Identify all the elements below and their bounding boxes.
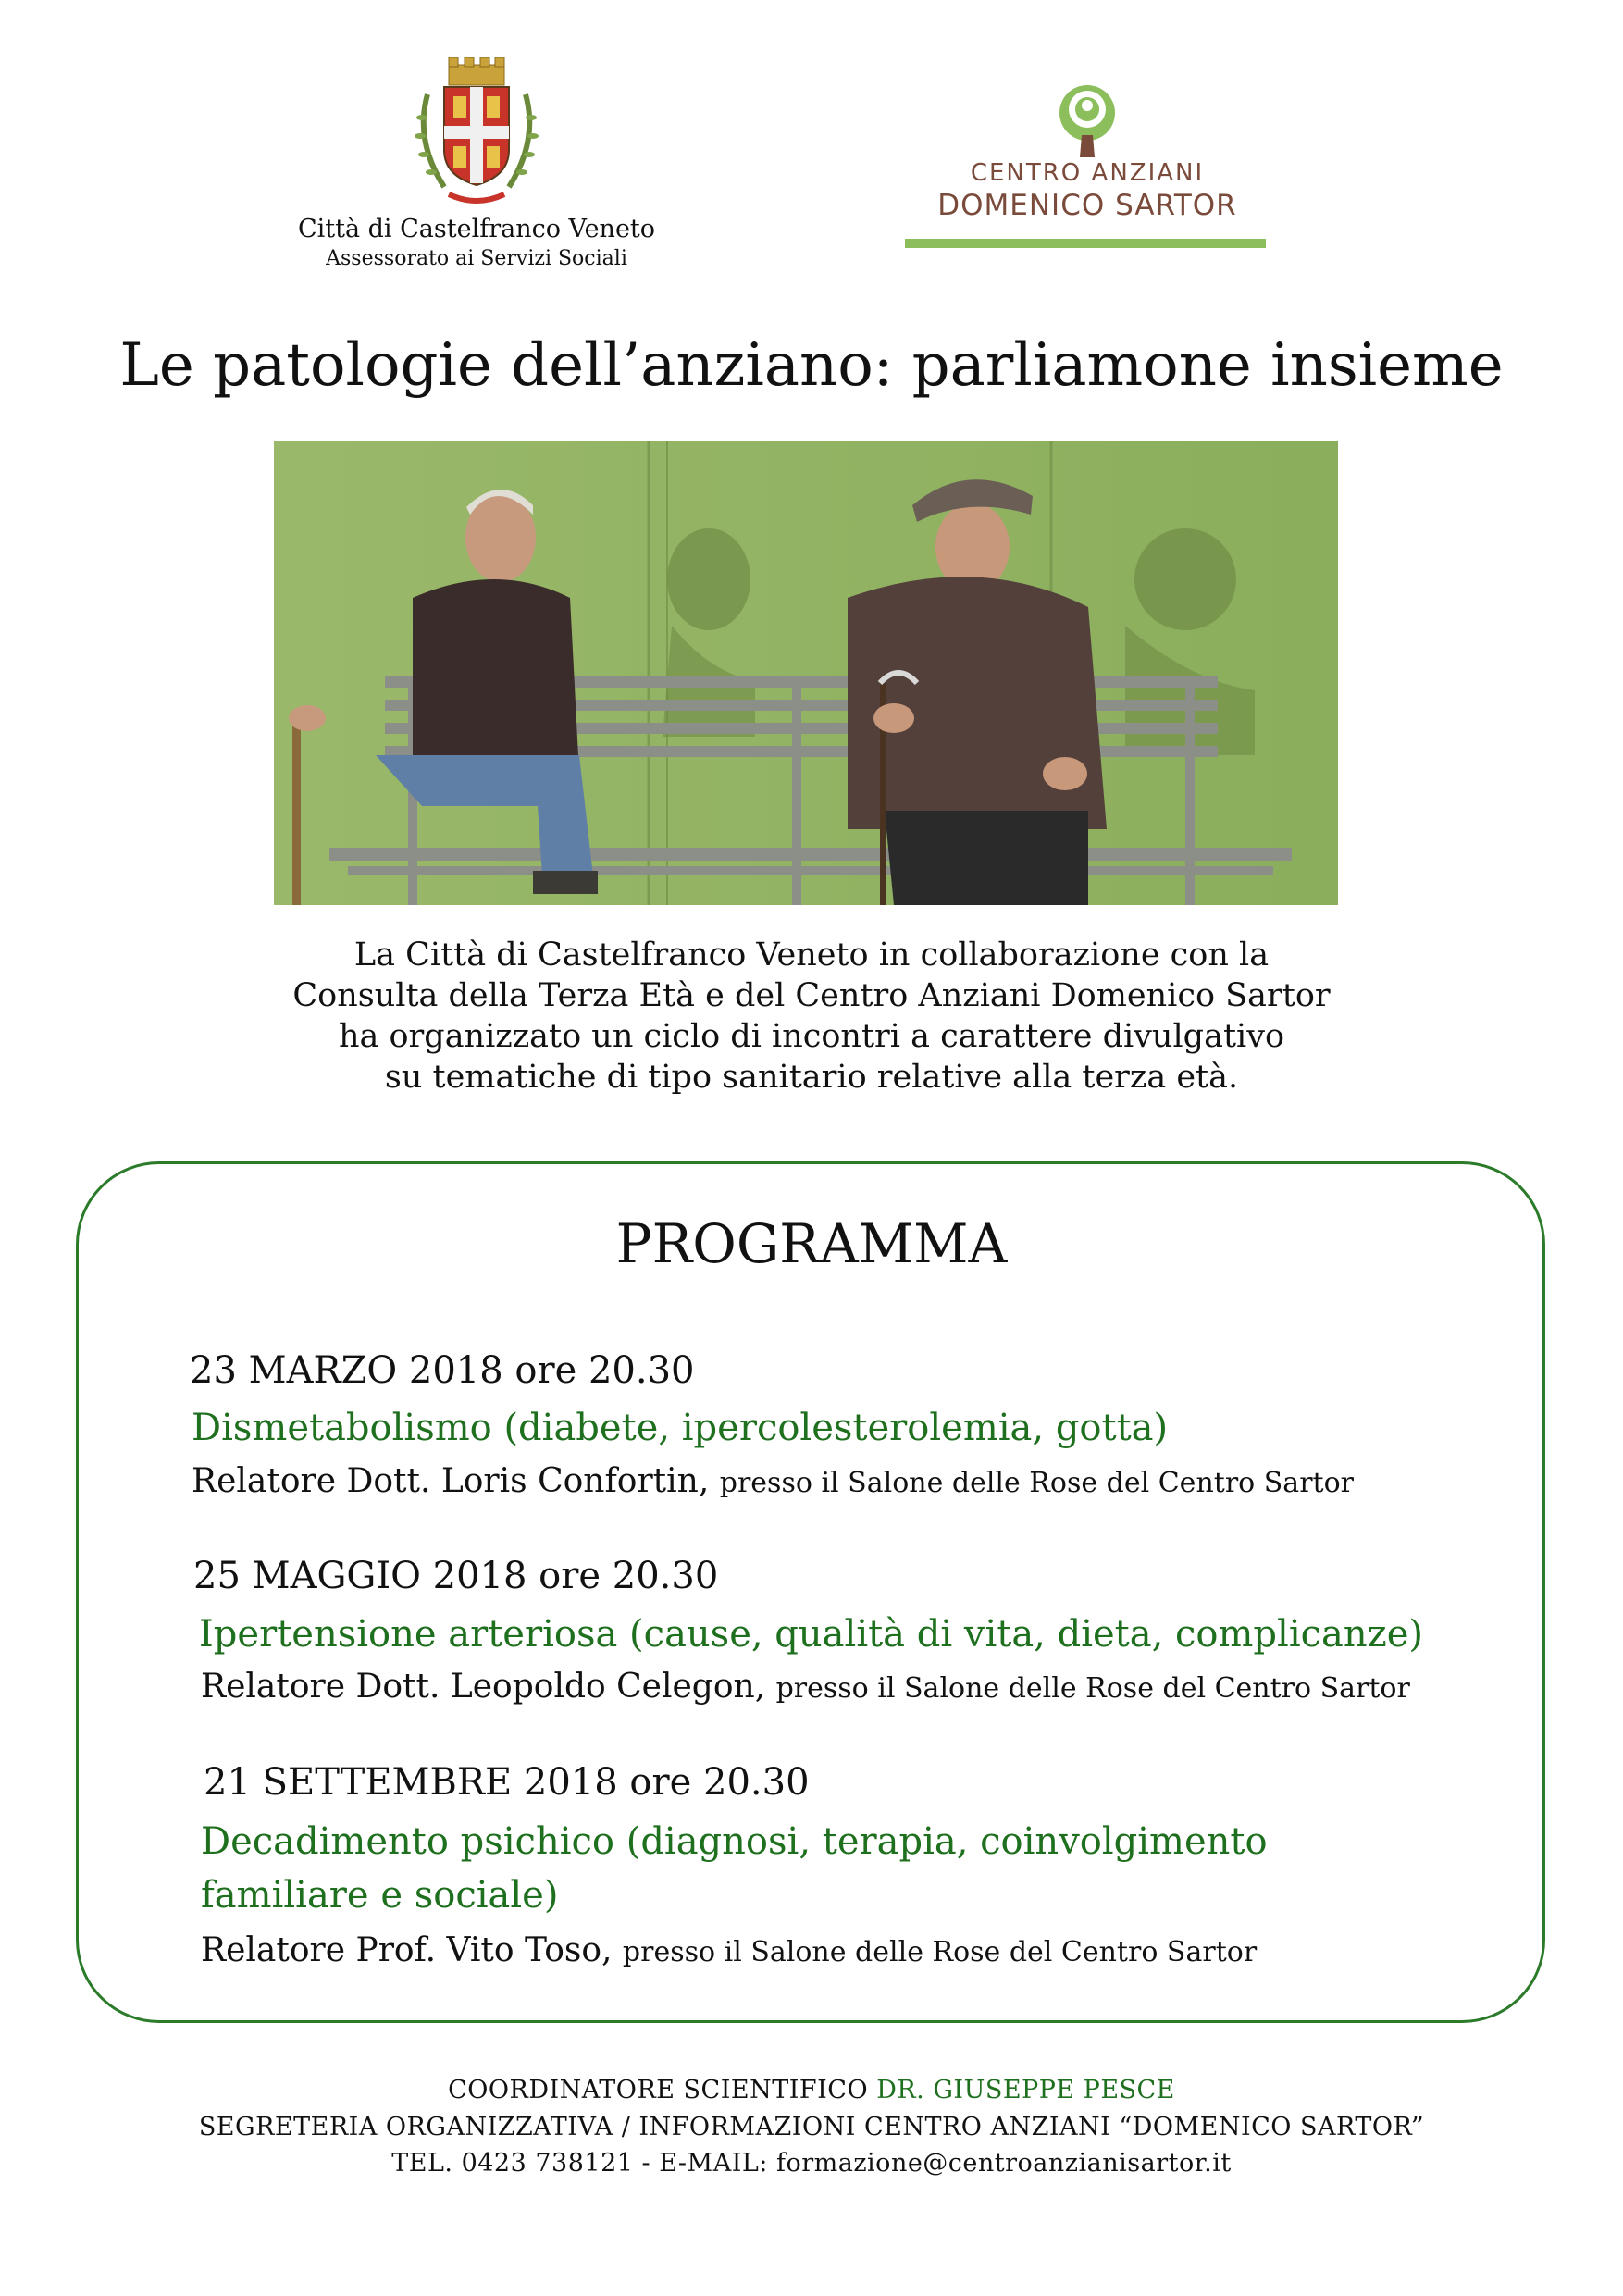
event-speaker [192, 1462, 1354, 1500]
event-date: 25 MAGGIO 2018 ore 20.30 [193, 1555, 719, 1597]
castelfranco-crest-logo [407, 57, 546, 215]
intro-line: La Città di Castelfranco Veneto in collaborazione con la [353, 937, 1270, 974]
footer-coordinator [0, 2076, 1623, 2104]
centro-anziani-tree-logo [1046, 81, 1129, 165]
photo-elderly-men-on-bench [274, 441, 1338, 905]
coordinator-label: COORDINATORE SCIENTIFICO [448, 2076, 869, 2104]
event-topic: Dismetabolismo (diabete, ipercolesterolemia, gotta) [192, 1407, 1169, 1449]
program-title: PROGRAMMA [615, 1212, 1008, 1275]
footer-contact: TEL. 0423 738121 - E-MAIL: formazione@centroanzianisartor.it [391, 2149, 1232, 2178]
page-title: Le patologie dell’anziano: parliamone insieme [119, 331, 1504, 400]
event-topic: familiare e sociale) [201, 1874, 559, 1917]
coordinator-name: DR. GIUSEPPE PESCE [876, 2076, 1175, 2104]
event-date: 23 MARZO 2018 ore 20.30 [190, 1349, 695, 1392]
event-location: presso il Salone delle Rose del Centro Sartor [775, 1672, 1410, 1705]
centro-logo-line2: DOMENICO SARTOR [937, 189, 1237, 222]
intro-paragraph [204, 935, 1419, 1098]
event-speaker-name: Relatore Dott. Loris Confortin, [192, 1462, 710, 1500]
event-speaker [201, 1931, 1257, 1969]
event-location: presso il Salone delle Rose del Centro Sartor [719, 1467, 1354, 1499]
event-speaker-name: Relatore Dott. Leopoldo Celegon, [201, 1668, 766, 1706]
event-topic: Decadimento psichico (diagnosi, terapia, coinvolgimento [201, 1820, 1268, 1863]
event-date: 21 SETTEMBRE 2018 ore 20.30 [204, 1761, 810, 1804]
centro-logo-line1: CENTRO ANZIANI [970, 159, 1205, 187]
event-topic: Ipertensione arteriosa (cause, qualità di vita, dieta, complicanze) [199, 1613, 1423, 1656]
city-name: Città di Castelfranco Veneto [297, 215, 656, 243]
event-speaker [201, 1668, 1410, 1706]
centro-logo-bar [905, 239, 1266, 248]
intro-line: ha organizzato un ciclo di incontri a carattere divulgativo [338, 1018, 1285, 1055]
event-location: presso il Salone delle Rose del Centro Sartor [622, 1936, 1258, 1968]
intro-line: Consulta della Terza Età e del Centro Anziani Domenico Sartor [292, 977, 1331, 1014]
city-department: Assessorato ai Servizi Sociali [326, 247, 627, 270]
footer-secretariat: SEGRETERIA ORGANIZZATIVA / INFORMAZIONI CENTRO ANZIANI “DOMENICO SARTOR” [198, 2113, 1425, 2141]
intro-line: su tematiche di tipo sanitario relative alla terza età. [384, 1059, 1239, 1096]
event-speaker-name: Relatore Prof. Vito Toso, [201, 1931, 613, 1969]
